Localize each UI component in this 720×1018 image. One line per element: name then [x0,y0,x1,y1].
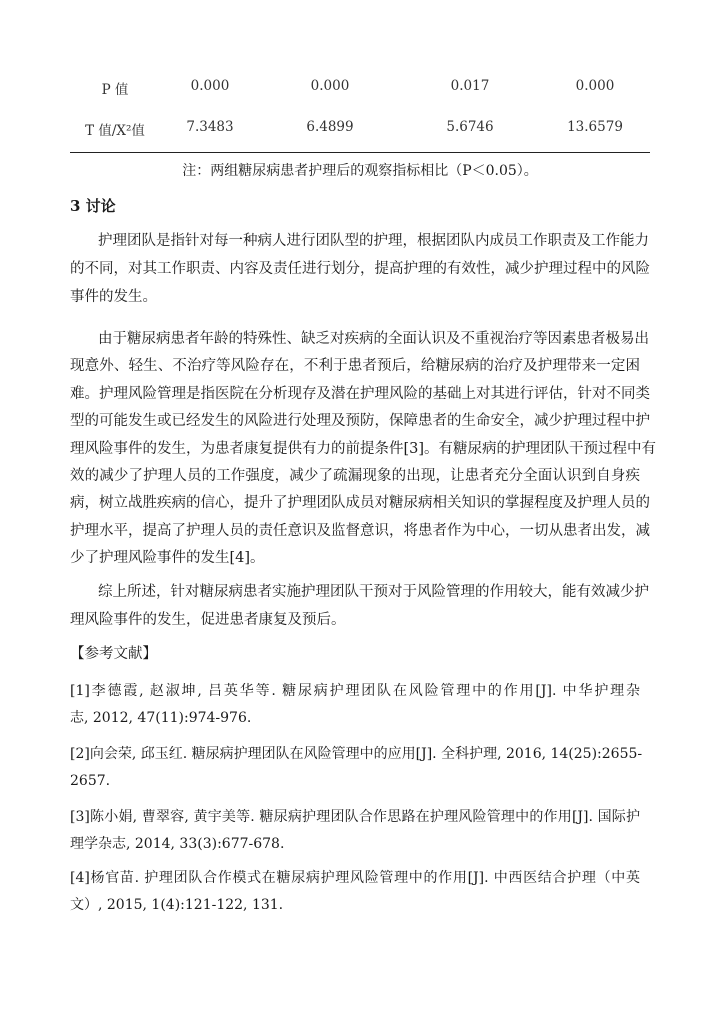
row-label: T 值/X²值 [85,123,145,139]
paragraph-line: 护理水平，提高了护理人员的责任意识及监督意识，将患者作为中心，一切从患者出发，减 [70,522,650,539]
section-heading: 3 讨论 [70,197,116,215]
paragraph-line: 理风险事件的发生，促进患者康复及预后。 [70,612,346,628]
cell: 13.6579 [567,119,623,135]
paragraph-line: 现意外、轻生、不治疗等风险存在，不利于患者预后，给糖尿病的治疗及护理带来一定困 [70,358,640,375]
cell: 0.000 [310,78,350,94]
cell: 0.017 [450,78,490,94]
table-row-t-value [70,119,650,139]
row-label: P 值 [101,82,129,98]
reference-line: 文）, 2015, 1(4):121-122, 131. [70,897,284,913]
paragraph-line: 效的减少了护理人员的工作强度，减少了疏漏现象的出现，让患者充分全面认识到自身疾 [70,468,640,484]
reference-line: [4]杨官苗. 护理团队合作模式在糖尿病护理风险管理中的作用[J]. 中西医结合护理（中英 [70,870,640,886]
paragraph-line: 事件的发生。 [70,289,157,305]
paragraph-line: 综上所述，针对糖尿病患者实施护理团队干预对于风险管理的作用较大，能有效减少护 [98,584,649,600]
table-note: 注：两组糖尿病患者护理后的观察指标相比（P＜0.05）。 [182,163,538,179]
table-row-p-value [70,78,650,98]
paragraph-line: 由于糖尿病患者年龄的特殊性、缺乏对疾病的全面认识及不重视治疗等因素患者极易出 [98,331,649,347]
cell: 6.4899 [306,119,354,135]
reference-line: [3]陈小娟, 曹翠容, 黄宇美等. 糖尿病护理团队合作思路在护理风险管理中的作用[J]. 国际护 [70,809,640,825]
reference-line: 理学杂志, 2014, 33(3):677-678. [70,836,285,852]
reference-line: [2]向会荣, 邱玉红. 糖尿病护理团队在风险管理中的应用[J]. 全科护理, 2016, 14(25):2655- [70,746,643,762]
paragraph-line: 的不同，对其工作职责、内容及责任进行划分，提高护理的有效性，减少护理过程中的风险 [70,261,650,277]
paragraph-line: 理风险事件的发生，为患者康复提供有力的前提条件[3]。有糖尿病的护理团队干预过程中有 [70,440,657,457]
paragraph-line: 型的可能发生或已经发生的风险进行处理及预防，保障患者的生命安全，减少护理过程中护 [70,413,650,430]
cell: 0.000 [575,78,615,94]
reference-line: [1]李德霞, 赵淑坤, 吕英华等. 糖尿病护理团队在风险管理中的作用[J]. 中华护理杂 [70,683,640,699]
reference-line: 志, 2012, 47(11):974-976. [70,710,252,726]
references-heading: 【参考文献】 [70,646,157,662]
cell: 0.000 [190,78,230,94]
paragraph-line: 难。护理风险管理是指医院在分析现存及潜在护理风险的基础上对其进行评估，针对不同类 [70,385,650,402]
paragraph-line: 护理团队是指针对每一种病人进行团队型的护理，根据团队内成员工作职责及工作能力 [98,233,649,249]
paragraph-line: 病，树立战胜疾病的信心，提升了护理团队成员对糖尿病相关知识的掌握程度及护理人员的 [70,495,650,512]
table-bottom-rule [70,152,650,153]
cell: 5.6746 [446,119,494,135]
reference-line: 2657. [70,773,111,789]
cell: 7.3483 [186,119,234,135]
paragraph-line: 少了护理风险事件的发生[4]。 [70,550,265,567]
